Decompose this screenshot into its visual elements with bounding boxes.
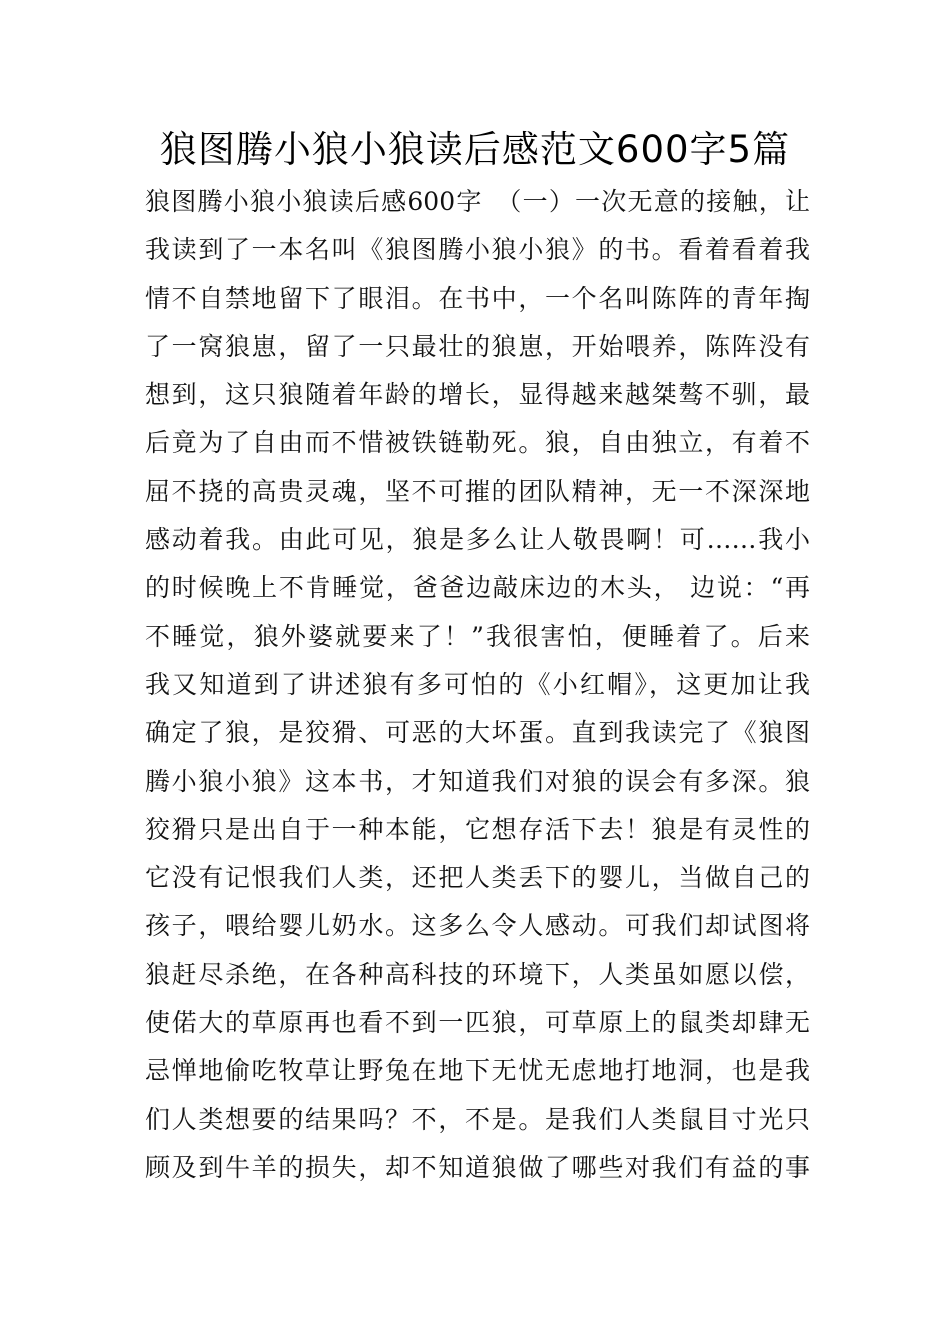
- document-body: [145, 178, 810, 1192]
- text-line: 不睡觉，狼外婆就要来了！”我很害怕，便睡着了。后来: [145, 621, 810, 651]
- text-line: 后竟为了自由而不惜被铁链勒死。狼，自由独立，有着不: [145, 428, 810, 458]
- text-line: 顾及到牛羊的损失，却不知道狼做了哪些对我们有益的事: [145, 1152, 810, 1182]
- text-line: 想到，这只狼随着年龄的增长，显得越来越桀骜不驯，最: [145, 380, 810, 410]
- text-line: 使偌大的草原再也看不到一匹狼，可草原上的鼠类却肆无: [145, 1008, 810, 1038]
- text-line: 们人类想要的结果吗？不，不是。是我们人类鼠目寸光只: [145, 1104, 810, 1134]
- text-line: 狡猾只是出自于一种本能，它想存活下去！狼是有灵性的: [145, 814, 810, 844]
- text-line: 感动着我。由此可见，狼是多么让人敬畏啊！可……我小: [145, 525, 810, 555]
- document-title: 狼图腾小狼小狼读后感范文600字5篇: [159, 128, 791, 171]
- text-line: 狼图腾小狼小狼读后感600字 （一）一次无意的接触，让: [145, 187, 810, 216]
- text-line: 我读到了一本名叫《狼图腾小狼小狼》的书。看着看着我: [145, 235, 810, 265]
- text-line: 狼赶尽杀绝，在各种高科技的环境下，人类虽如愿以偿，: [145, 959, 810, 989]
- text-line: 确定了狼，是狡猾、可恶的大坏蛋。直到我读完了《狼图: [145, 718, 810, 748]
- text-line: 了一窝狼崽，留了一只最壮的狼崽，开始喂养，陈阵没有: [145, 331, 810, 361]
- text-line: 我又知道到了讲述狼有多可怕的《小红帽》，这更加让我: [145, 669, 810, 699]
- text-line: 屈不挠的高贵灵魂，坚不可摧的团队精神，无一不深深地: [145, 476, 810, 506]
- text-line: 情不自禁地留下了眼泪。在书中，一个名叫陈阵的青年掏: [145, 283, 810, 313]
- text-line: 腾小狼小狼》这本书，才知道我们对狼的误会有多深。狼: [145, 766, 810, 796]
- text-line: 孩子，喂给婴儿奶水。这多么令人感动。可我们却试图将: [145, 911, 810, 941]
- text-line: 的时候晚上不肯睡觉，爸爸边敲床边的木头， 边说：“再: [145, 573, 810, 603]
- text-line: 它没有记恨我们人类，还把人类丢下的婴儿，当做自己的: [145, 863, 810, 893]
- text-line: 忌惮地偷吃牧草让野兔在地下无忧无虑地打地洞，也是我: [145, 1056, 810, 1086]
